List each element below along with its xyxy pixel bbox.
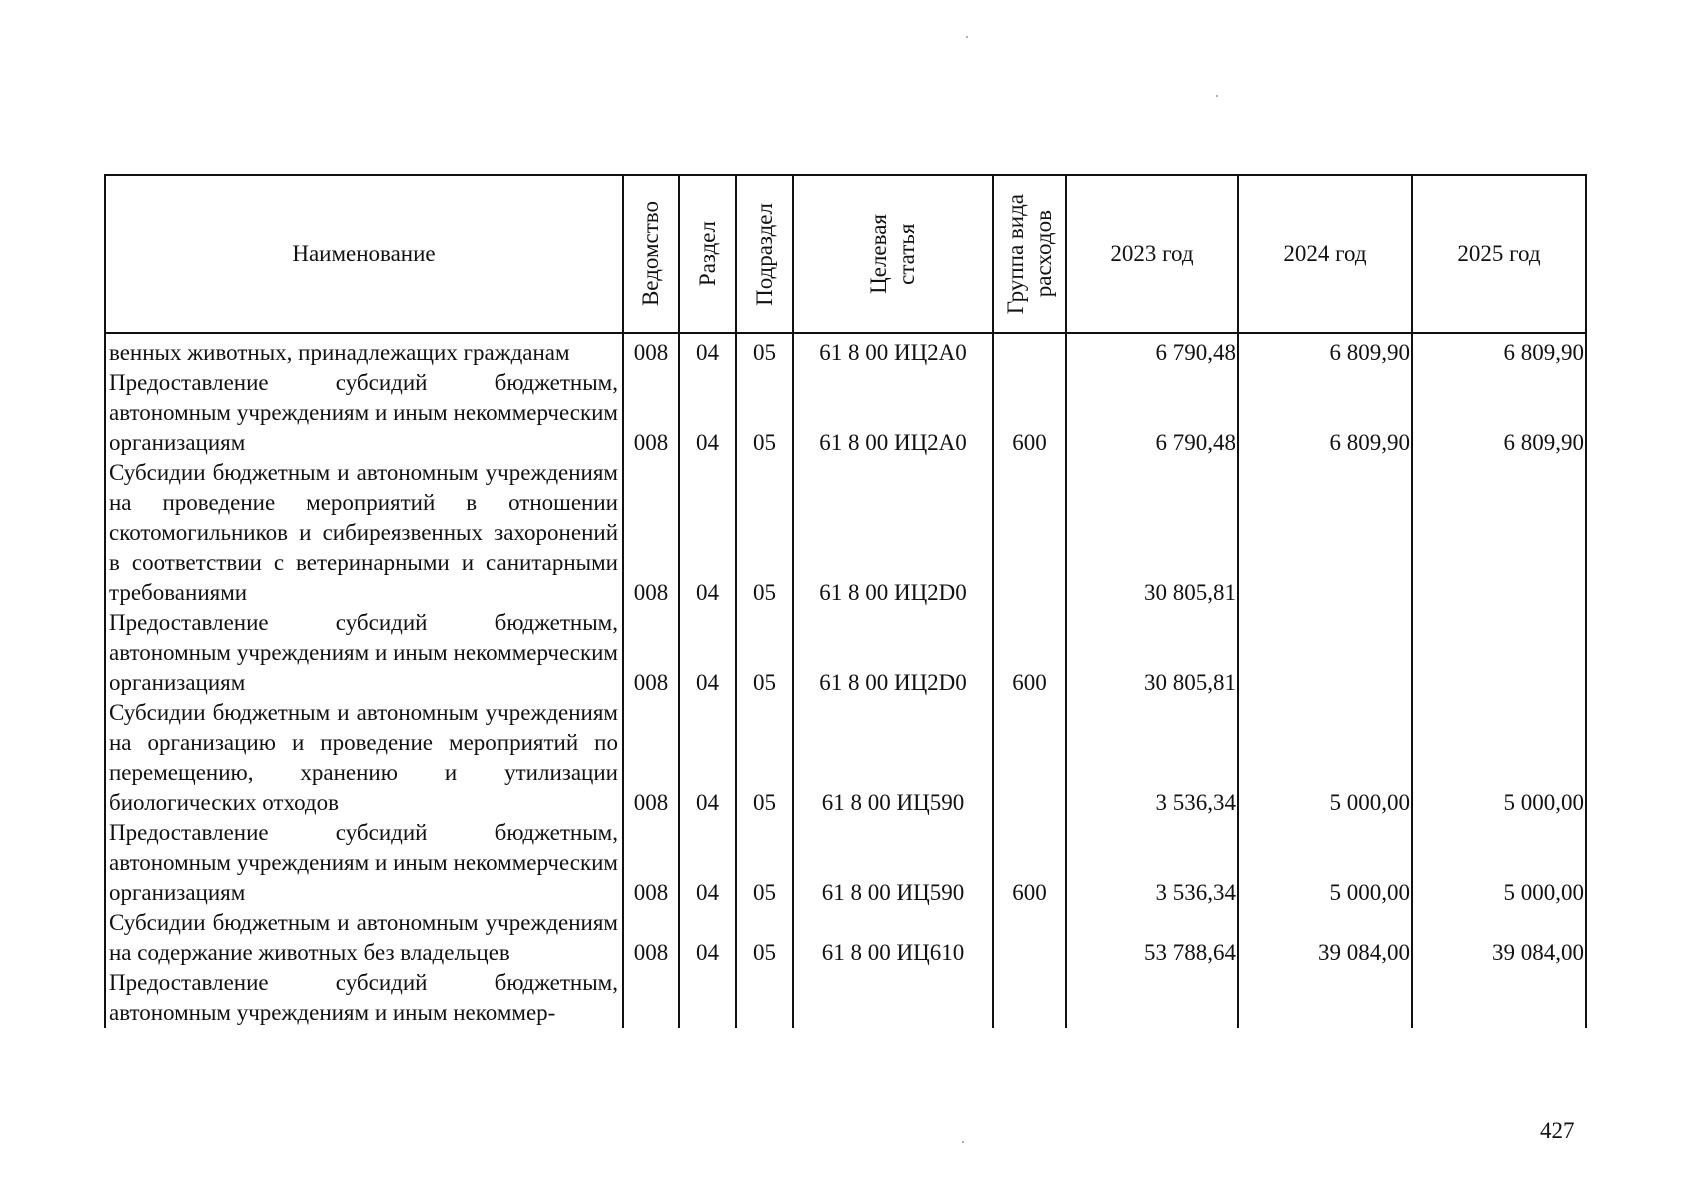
table-body xyxy=(105,333,1586,1028)
row-target-article: 61 8 00 ИЦ590 xyxy=(793,698,993,818)
row-name: венных животных, принадлежащих гражданам xyxy=(105,333,623,368)
row-name: Субсидии бюджетным и автономным учреждениям на проведение мероприятий в отношении скотомогильников и сибиреязвенных захоронений в соответствии с ветеринарными и санитарными требованиями xyxy=(105,458,623,608)
header-year-2024: 2024 год xyxy=(1238,175,1412,333)
row-amount-2023: 3 536,34 xyxy=(1066,698,1238,818)
row-expense-group: 600 xyxy=(993,818,1066,908)
row-section: 04 xyxy=(679,458,736,608)
row-subsection: 05 xyxy=(736,333,793,368)
row-name: Предоставление субсидий бюджетным, автономным учреждениям и иным некоммерческим организациям xyxy=(105,368,623,458)
page-number: 427 xyxy=(1540,1118,1575,1143)
row-ministry: 008 xyxy=(623,608,679,698)
row-expense-group xyxy=(993,968,1066,1028)
row-section: 04 xyxy=(679,908,736,968)
table-row xyxy=(105,368,1586,458)
row-amount-2023 xyxy=(1066,968,1238,1028)
row-section: 04 xyxy=(679,368,736,458)
row-ministry xyxy=(623,968,679,1028)
row-ministry: 008 xyxy=(623,698,679,818)
row-ministry: 008 xyxy=(623,458,679,608)
row-subsection: 05 xyxy=(736,368,793,458)
row-expense-group xyxy=(993,698,1066,818)
row-target-article: 61 8 00 ИЦ610 xyxy=(793,908,993,968)
table-row xyxy=(105,908,1586,968)
row-ministry: 008 xyxy=(623,333,679,368)
row-name: Предоставление субсидий бюджетным, автономным учреждениям и иным некоммер- xyxy=(105,968,623,1028)
row-amount-2024 xyxy=(1238,608,1412,698)
row-name: Субсидии бюджетным и автономным учреждениям на содержание животных без владельцев xyxy=(105,908,623,968)
row-amount-2024: 39 084,00 xyxy=(1238,908,1412,968)
row-amount-2023: 6 790,48 xyxy=(1066,368,1238,458)
row-subsection: 05 xyxy=(736,908,793,968)
row-subsection: 05 xyxy=(736,608,793,698)
header-year-2023: 2023 год xyxy=(1066,175,1238,333)
row-ministry: 008 xyxy=(623,818,679,908)
row-amount-2025: 6 809,90 xyxy=(1412,368,1586,458)
row-amount-2024: 5 000,00 xyxy=(1238,698,1412,818)
row-subsection: 05 xyxy=(736,818,793,908)
row-ministry: 008 xyxy=(623,368,679,458)
row-amount-2024: 6 809,90 xyxy=(1238,368,1412,458)
scan-speck xyxy=(966,36,968,38)
table-header-row xyxy=(105,175,1586,333)
table-row xyxy=(105,968,1586,1028)
row-section: 04 xyxy=(679,608,736,698)
row-section: 04 xyxy=(679,698,736,818)
header-target-article: Целевая статья xyxy=(793,175,993,333)
scan-speck xyxy=(1216,95,1218,97)
header-ministry: Ведомство xyxy=(623,175,679,333)
row-section xyxy=(679,968,736,1028)
row-expense-group xyxy=(993,333,1066,368)
table-row xyxy=(105,818,1586,908)
row-name: Субсидии бюджетным и автономным учреждениям на организацию и проведение мероприятий по перемещению, хранению и утилизации биологических отходов xyxy=(105,698,623,818)
row-amount-2025 xyxy=(1412,968,1586,1028)
row-subsection: 05 xyxy=(736,698,793,818)
row-target-article: 61 8 00 ИЦ2D0 xyxy=(793,608,993,698)
row-amount-2023: 53 788,64 xyxy=(1066,908,1238,968)
row-amount-2024 xyxy=(1238,968,1412,1028)
row-name: Предоставление субсидий бюджетным, автономным учреждениям и иным некоммерческим организациям xyxy=(105,818,623,908)
row-target-article xyxy=(793,968,993,1028)
table-row xyxy=(105,608,1586,698)
row-subsection xyxy=(736,968,793,1028)
row-amount-2025 xyxy=(1412,608,1586,698)
row-section: 04 xyxy=(679,333,736,368)
row-expense-group: 600 xyxy=(993,608,1066,698)
header-subsection: Подраздел xyxy=(736,175,793,333)
row-target-article: 61 8 00 ИЦ2D0 xyxy=(793,458,993,608)
scan-speck xyxy=(962,1141,964,1143)
budget-table-container xyxy=(104,174,1587,1028)
row-amount-2025: 5 000,00 xyxy=(1412,818,1586,908)
row-amount-2025 xyxy=(1412,458,1586,608)
budget-table xyxy=(104,174,1587,1028)
row-amount-2023: 30 805,81 xyxy=(1066,458,1238,608)
row-ministry: 008 xyxy=(623,908,679,968)
row-amount-2023: 3 536,34 xyxy=(1066,818,1238,908)
row-amount-2024: 5 000,00 xyxy=(1238,818,1412,908)
header-name: Наименование xyxy=(105,175,623,333)
row-target-article: 61 8 00 ИЦ590 xyxy=(793,818,993,908)
table-row xyxy=(105,458,1586,608)
row-expense-group xyxy=(993,458,1066,608)
row-expense-group: 600 xyxy=(993,368,1066,458)
row-name: Предоставление субсидий бюджетным, автономным учреждениям и иным некоммерческим организациям xyxy=(105,608,623,698)
row-amount-2025: 39 084,00 xyxy=(1412,908,1586,968)
header-section: Раздел xyxy=(679,175,736,333)
row-amount-2023: 6 790,48 xyxy=(1066,333,1238,368)
row-amount-2025: 5 000,00 xyxy=(1412,698,1586,818)
header-year-2025: 2025 год xyxy=(1412,175,1586,333)
header-expense-group: Группа вида расходов xyxy=(993,175,1066,333)
row-target-article: 61 8 00 ИЦ2А0 xyxy=(793,333,993,368)
table-row xyxy=(105,333,1586,368)
row-amount-2025: 6 809,90 xyxy=(1412,333,1586,368)
row-target-article: 61 8 00 ИЦ2А0 xyxy=(793,368,993,458)
row-subsection: 05 xyxy=(736,458,793,608)
row-section: 04 xyxy=(679,818,736,908)
row-amount-2023: 30 805,81 xyxy=(1066,608,1238,698)
table-row xyxy=(105,698,1586,818)
row-amount-2024: 6 809,90 xyxy=(1238,333,1412,368)
row-amount-2024 xyxy=(1238,458,1412,608)
row-expense-group xyxy=(993,908,1066,968)
